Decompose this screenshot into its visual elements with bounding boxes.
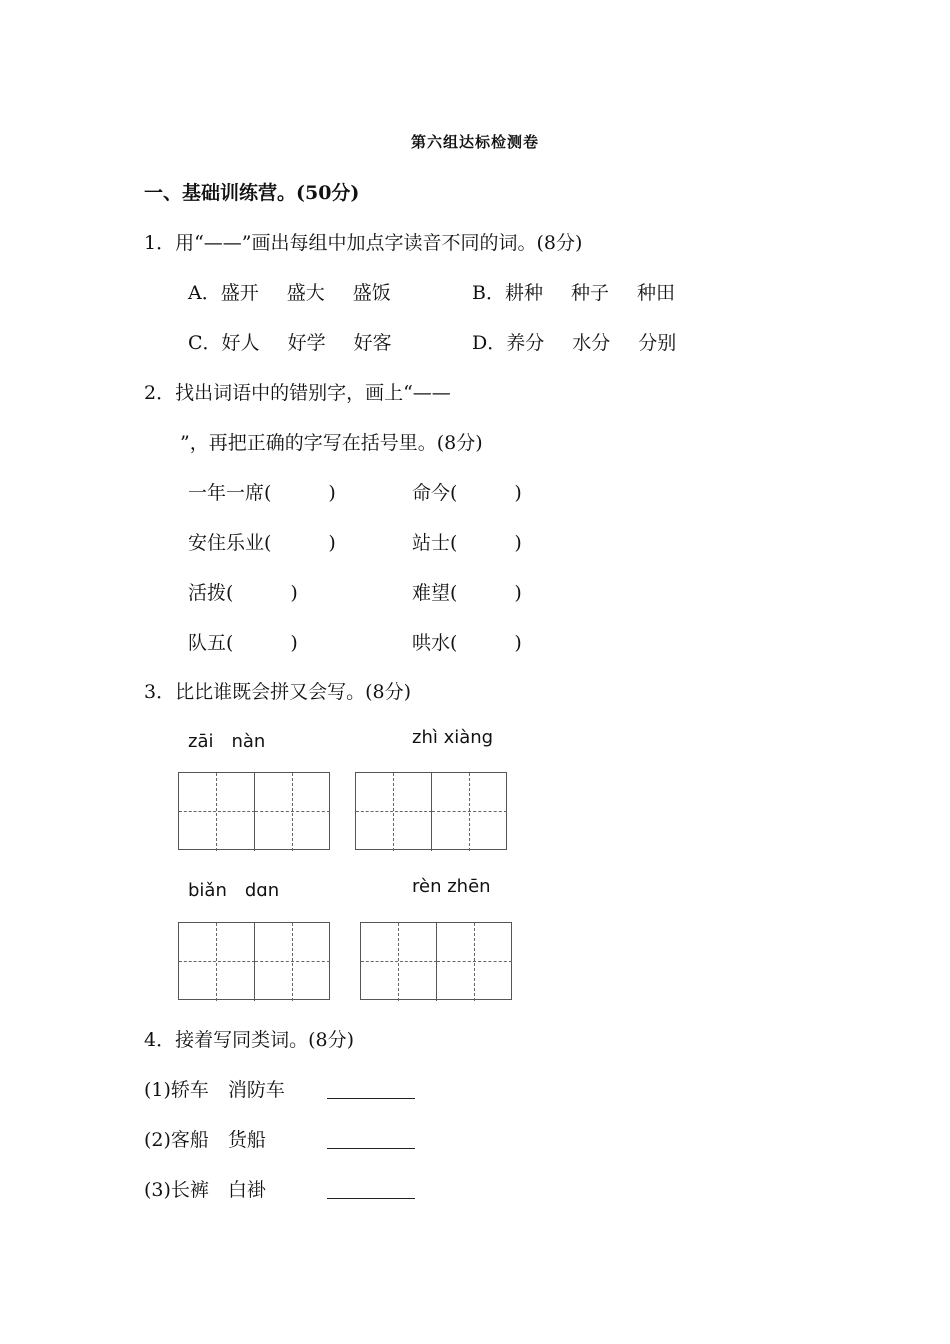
q1-option-label: B．	[472, 282, 505, 304]
writing-grid[interactable]	[360, 922, 512, 1000]
question-2-stem: 2．找出词语中的错别字，画上“——	[144, 382, 451, 404]
q1-word: 好客	[353, 332, 392, 354]
question-1-stem: 1．用“——”画出每组中加点字读音不同的词。(8分)	[144, 232, 583, 254]
q2-item: 队五( )	[188, 632, 298, 654]
q1-option-label: D．	[472, 332, 507, 354]
q1-word: 盛开	[220, 282, 259, 304]
pinyin-label: zhì xiàng	[412, 727, 494, 748]
q4-row-label: (2)客船 货船	[144, 1129, 266, 1151]
q2-item: 安住乐业( )	[188, 532, 336, 554]
q1-option-c	[188, 328, 392, 355]
q1-word: 种田	[637, 282, 676, 304]
q2-item: 活拨( )	[188, 582, 298, 604]
page-title: 第六组达标检测卷	[410, 133, 539, 151]
grid-cell[interactable]	[254, 923, 330, 1001]
question-4-stem: 4．接着写同类词。(8分)	[144, 1029, 355, 1051]
q2-item: 一年一席( )	[188, 482, 336, 504]
q1-word: 种子	[570, 282, 609, 304]
q1-word: 分别	[638, 332, 677, 354]
grid-cell[interactable]	[361, 923, 437, 1001]
q2-item: 难望( )	[412, 582, 522, 604]
writing-grid[interactable]	[178, 922, 330, 1000]
section-heading: 一、基础训练营。(50分)	[144, 182, 360, 204]
q1-option-a	[188, 278, 391, 305]
question-2-stem-cont: ”，再把正确的字写在括号里。(8分)	[180, 432, 483, 454]
q1-word: 好人	[221, 332, 260, 354]
q2-item: 站士( )	[412, 532, 522, 554]
writing-grid[interactable]	[178, 772, 330, 850]
pinyin-label: biǎn dɑn	[188, 880, 280, 901]
answer-blank[interactable]	[327, 1078, 415, 1099]
q1-option-d	[472, 328, 676, 355]
pinyin-label: zāi nàn	[188, 731, 266, 752]
answer-blank[interactable]	[327, 1128, 415, 1149]
q1-word: 好学	[287, 332, 326, 354]
q1-word: 盛大	[286, 282, 325, 304]
writing-grid[interactable]	[355, 772, 507, 850]
q2-item: 哄水( )	[412, 632, 522, 654]
q1-word: 养分	[506, 332, 545, 354]
question-3-stem: 3．比比谁既会拼又会写。(8分)	[144, 681, 412, 703]
q4-row-label: (3)长裤 白褂	[144, 1179, 266, 1201]
q1-word: 耕种	[504, 282, 543, 304]
grid-cell[interactable]	[431, 773, 507, 851]
q4-row-label: (1)轿车 消防车	[144, 1079, 285, 1101]
q1-option-label: C．	[188, 332, 222, 354]
grid-cell[interactable]	[179, 773, 255, 851]
answer-blank[interactable]	[327, 1178, 415, 1199]
q1-option-label: A．	[188, 282, 221, 304]
q1-option-b	[472, 278, 675, 305]
grid-cell[interactable]	[356, 773, 432, 851]
q1-word: 盛饭	[352, 282, 391, 304]
grid-cell[interactable]	[436, 923, 512, 1001]
grid-cell[interactable]	[179, 923, 255, 1001]
q2-item: 命今( )	[412, 482, 522, 504]
pinyin-label: rèn zhēn	[412, 876, 491, 897]
q1-word: 水分	[572, 332, 611, 354]
grid-cell[interactable]	[254, 773, 330, 851]
